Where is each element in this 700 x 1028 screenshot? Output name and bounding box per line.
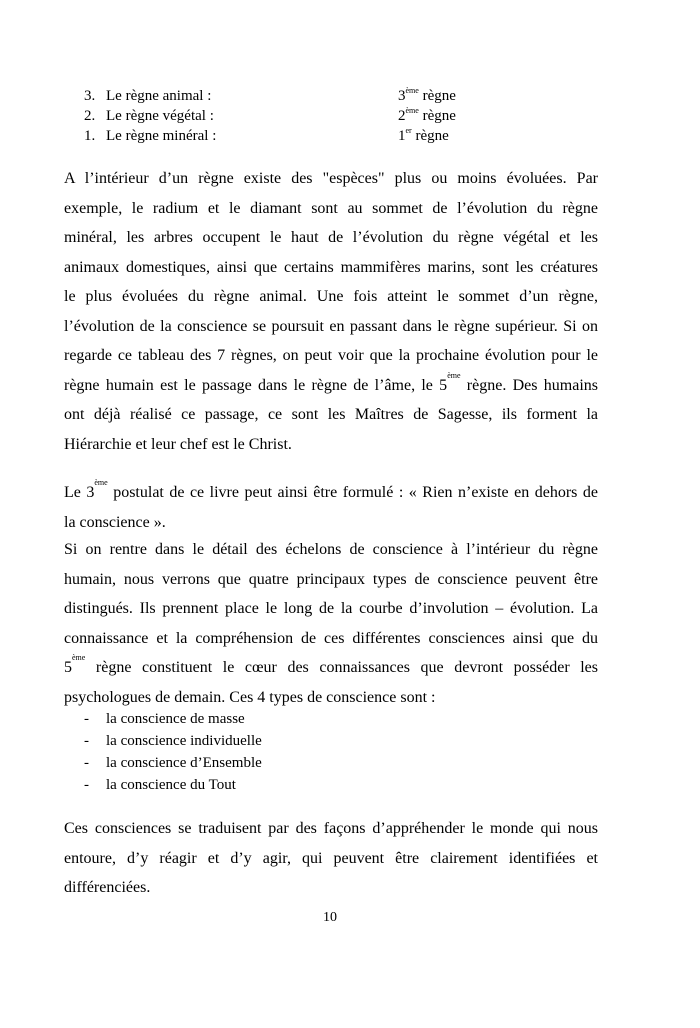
kingdom-rank <box>398 86 456 107</box>
text-segment: 5 <box>64 659 72 676</box>
rank-number: 3 <box>398 88 406 104</box>
list-item-text: la conscience de masse <box>106 711 245 727</box>
dash-bullet: - <box>84 777 89 793</box>
list-item-text: la conscience individuelle <box>106 733 262 749</box>
list-item <box>84 730 262 752</box>
rank-word: règne <box>411 128 449 144</box>
text-line: distingués. Ils prennent place le long de la courbe d’involution – évolution. La <box>64 600 598 617</box>
ordinal-suffix: ème <box>94 478 108 487</box>
text-line: Si on rentre dans le détail des échelons de conscience à l’intérieur du règne <box>64 541 598 558</box>
text-line: humain, nous verrons que quatre principaux types de conscience peuvent être <box>64 570 598 588</box>
dash-bullet: - <box>84 711 89 727</box>
list-item <box>84 708 262 730</box>
text-line <box>64 371 598 401</box>
text-line: exemple, le radium et le diamant sont au sommet de l’évolution du règne <box>64 199 598 217</box>
text-line: animaux domestiques, ainsi que certains mammifères marins, sont les créatures <box>64 258 598 276</box>
text-line: l’évolution de la conscience se poursuit en passant dans le règne supérieur. Si on <box>64 317 598 335</box>
text-line: entoure, d’y réagir et d’y agir, qui peuvent être clairement identifiées et <box>64 849 598 867</box>
text-line <box>64 653 598 683</box>
list-number: 2. <box>84 108 96 124</box>
paragraph-postulate <box>64 478 598 537</box>
rank-number: 1 <box>398 128 406 144</box>
rank-number: 2 <box>398 108 406 124</box>
page-number: 10 <box>323 910 337 925</box>
text-line: le plus évoluées du règne animal. Une fois atteint le sommet d’un règne, <box>64 288 598 305</box>
text-segment: règne humain est le passage dans le règne de l’âme, le 5 <box>64 376 448 394</box>
kingdom-item-animal <box>84 86 504 106</box>
kingdom-label: Le règne végétal : <box>106 108 214 124</box>
ordinal-suffix: ème <box>447 370 461 380</box>
consciousness-type-list <box>84 708 262 796</box>
rank-suffix: er <box>405 126 412 135</box>
kingdom-list <box>84 86 504 146</box>
text-segment: règne. Des humains <box>460 376 598 394</box>
text-line: psychologues de demain. Ces 4 types de conscience sont : <box>64 688 436 706</box>
text-line: A l’intérieur d’un règne existe des "espèces" plus ou moins évoluées. Par <box>64 170 598 187</box>
rank-suffix: ème <box>405 86 419 95</box>
rank-word: règne <box>418 88 456 104</box>
list-item-text: la conscience du Tout <box>106 777 236 793</box>
text-line: la conscience ». <box>64 513 166 531</box>
dash-bullet: - <box>84 755 89 771</box>
kingdom-item-mineral <box>84 126 504 146</box>
paragraph-species <box>64 164 598 459</box>
ordinal-suffix: ème <box>72 653 86 662</box>
list-number: 3. <box>84 88 96 104</box>
list-item <box>84 752 262 774</box>
list-item <box>84 774 262 796</box>
text-line: différenciées. <box>64 879 151 896</box>
text-line: minéral, les arbres occupent le haut de l’évolution du règne végétal et les <box>64 229 598 246</box>
paragraph-conclusion <box>64 814 598 903</box>
kingdom-label: Le règne animal : <box>106 88 212 104</box>
text-line: Ces consciences se traduisent par des façons d’appréhender le monde qui nous <box>64 820 598 837</box>
text-line: connaissance et la compréhension de ces différentes consciences ainsi que du <box>64 629 598 647</box>
list-number: 1. <box>84 128 96 144</box>
paragraph-consciousness <box>64 535 598 712</box>
kingdom-rank <box>398 106 456 127</box>
text-segment: règne constituent le cœur des connaissances que devront posséder les <box>85 659 598 676</box>
dash-bullet: - <box>84 733 89 749</box>
kingdom-rank <box>398 126 449 147</box>
text-line <box>64 478 598 508</box>
text-segment: Le 3 <box>64 484 95 501</box>
text-segment: postulat de ce livre peut ainsi être formulé : « Rien n’existe en dehors de <box>107 484 598 501</box>
rank-suffix: ème <box>405 106 419 115</box>
kingdom-item-vegetal <box>84 106 504 126</box>
text-line: Hiérarchie et leur chef est le Christ. <box>64 435 292 453</box>
text-line: regarde ce tableau des 7 règnes, on peut voir que la prochaine évolution pour le <box>64 347 598 364</box>
text-line: ont déjà réalisé ce passage, ce sont les Maîtres de Sagesse, ils forment la <box>64 406 598 423</box>
kingdom-label: Le règne minéral : <box>106 128 217 144</box>
list-item-text: la conscience d’Ensemble <box>106 755 262 771</box>
rank-word: règne <box>418 108 456 124</box>
